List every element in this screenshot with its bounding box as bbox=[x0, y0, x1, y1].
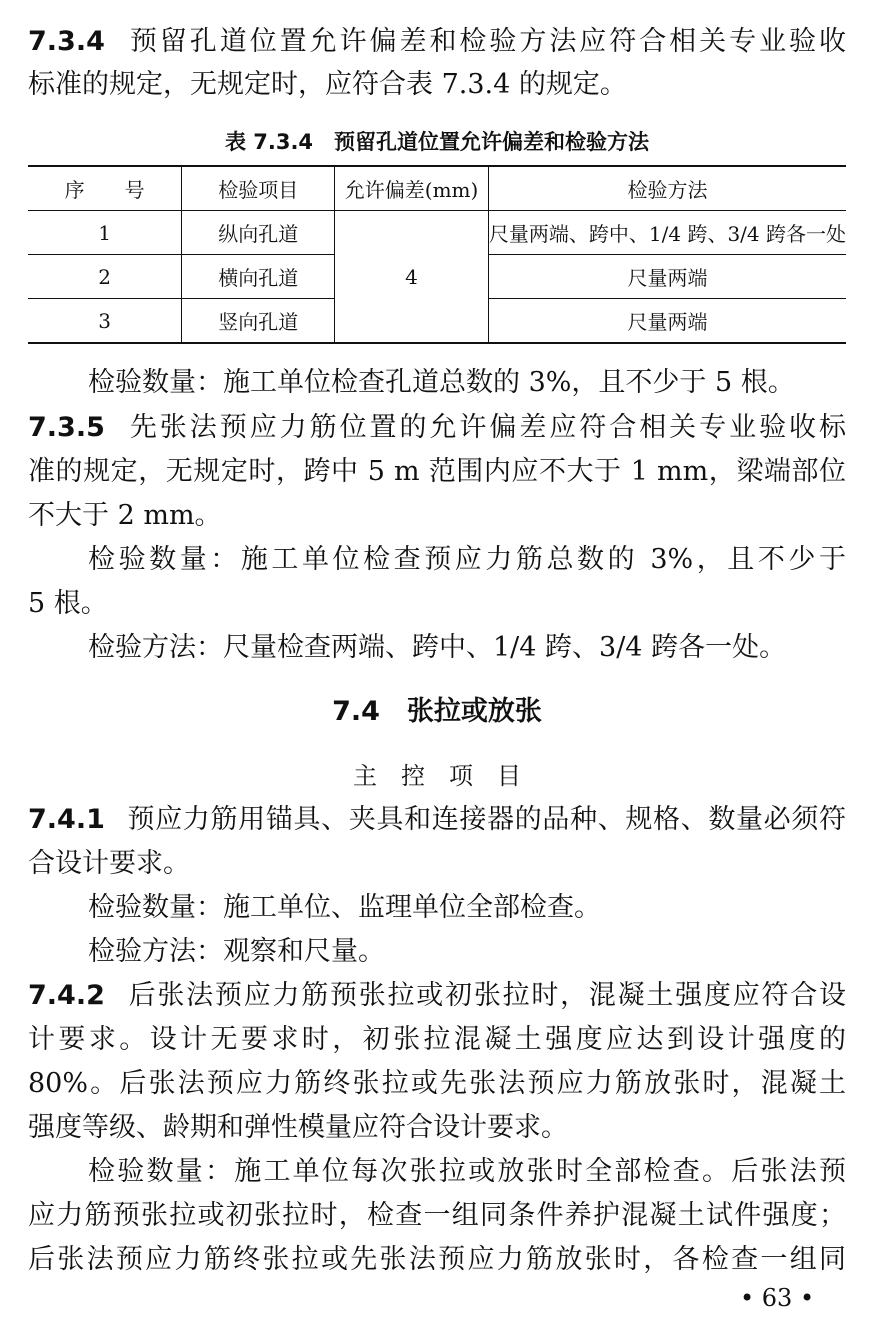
clause-text: 预应力筋用锚具、夹具和连接器的品种、规格、数量必须符 bbox=[126, 804, 846, 835]
header-cell: 序 号 bbox=[28, 166, 182, 211]
cell-item: 纵向孔道 bbox=[182, 211, 335, 255]
clause-7-3-5-line: 不大于 2 mm。 bbox=[28, 500, 222, 531]
cell-no: 1 bbox=[28, 211, 182, 255]
table-header-row bbox=[28, 166, 846, 211]
inspection-quantity: 检验数量：施工单位、监理单位全部检查。 bbox=[88, 892, 601, 923]
clause-number: 7.3.5 bbox=[28, 412, 105, 443]
cell-method: 尺量两端 bbox=[488, 255, 846, 299]
inspection-quantity: 检验数量：施工单位检查孔道总数的 3%，且不少于 5 根。 bbox=[88, 367, 795, 398]
inspection-quantity: 后张法预应力筋终张拉或先张法预应力筋放张时，各检查一组同 bbox=[28, 1244, 846, 1275]
cell-item: 横向孔道 bbox=[182, 255, 335, 299]
clause-7-4-2-line: 计要求。设计无要求时，初张拉混凝土强度应达到设计强度的 bbox=[28, 1024, 846, 1055]
cell-tolerance: 4 bbox=[335, 211, 489, 344]
page-number: • 63 • bbox=[740, 1284, 815, 1312]
header-cell: 检验方法 bbox=[488, 166, 846, 211]
clause-7-3-5-line bbox=[28, 406, 846, 450]
clause-number: 7.4.1 bbox=[28, 804, 105, 835]
clause-7-3-5-line: 准的规定，无规定时，跨中 5 m 范围内应不大于 1 mm，梁端部位 bbox=[28, 456, 846, 487]
subsection-heading: 主 控 项 目 bbox=[353, 762, 521, 790]
clause-7-3-4-line: 标准的规定，无规定时，应符合表 7.3.4 的规定。 bbox=[28, 69, 627, 100]
clause-7-3-4-line bbox=[28, 20, 846, 64]
clause-7-4-2-line: 强度等级、龄期和弹性模量应符合设计要求。 bbox=[28, 1112, 568, 1143]
inspection-quantity: 检验数量：施工单位每次张拉或放张时全部检查。后张法预 bbox=[88, 1156, 846, 1187]
inspection-method: 检验方法：观察和尺量。 bbox=[88, 936, 385, 967]
clause-7-4-1-line bbox=[28, 798, 846, 842]
clause-number: 7.3.4 bbox=[28, 26, 105, 57]
header-cell: 检验项目 bbox=[182, 166, 335, 211]
tolerance-table bbox=[28, 165, 846, 344]
clause-text: 预留孔道位置允许偏差和检验方法应符合相关专业验收 bbox=[126, 26, 846, 57]
clause-7-4-2-line bbox=[28, 974, 846, 1018]
table-title: 表 7.3.4 预留孔道位置允许偏差和检验方法 bbox=[224, 130, 650, 154]
section-heading: 7.4 张拉或放张 bbox=[332, 696, 542, 727]
clause-7-4-2-line: 80%。后张法预应力筋终张拉或先张法预应力筋放张时，混凝土 bbox=[28, 1068, 846, 1099]
inspection-quantity: 5 根。 bbox=[28, 588, 108, 619]
clause-text: 先张法预应力筋位置的允许偏差应符合相关专业验收标 bbox=[126, 412, 846, 443]
cell-item: 竖向孔道 bbox=[182, 299, 335, 344]
clause-number: 7.4.2 bbox=[28, 980, 105, 1011]
cell-no: 3 bbox=[28, 299, 182, 344]
clause-text: 后张法预应力筋预张拉或初张拉时，混凝土强度应符合设 bbox=[126, 980, 846, 1011]
cell-no: 2 bbox=[28, 255, 182, 299]
header-cell: 允许偏差(mm) bbox=[335, 166, 489, 211]
cell-method: 尺量两端 bbox=[488, 299, 846, 344]
cell-method: 尺量两端、跨中、1/4 跨、3/4 跨各一处 bbox=[488, 211, 846, 255]
table-row bbox=[28, 211, 846, 255]
inspection-quantity: 检验数量：施工单位检查预应力筋总数的 3%，且不少于 bbox=[88, 544, 846, 575]
clause-7-4-1-line: 合设计要求。 bbox=[28, 848, 190, 879]
inspection-quantity: 应力筋预张拉或初张拉时，检查一组同条件养护混凝土试件强度； bbox=[28, 1200, 846, 1231]
inspection-method: 检验方法：尺量检查两端、跨中、1/4 跨、3/4 跨各一处。 bbox=[88, 632, 787, 663]
